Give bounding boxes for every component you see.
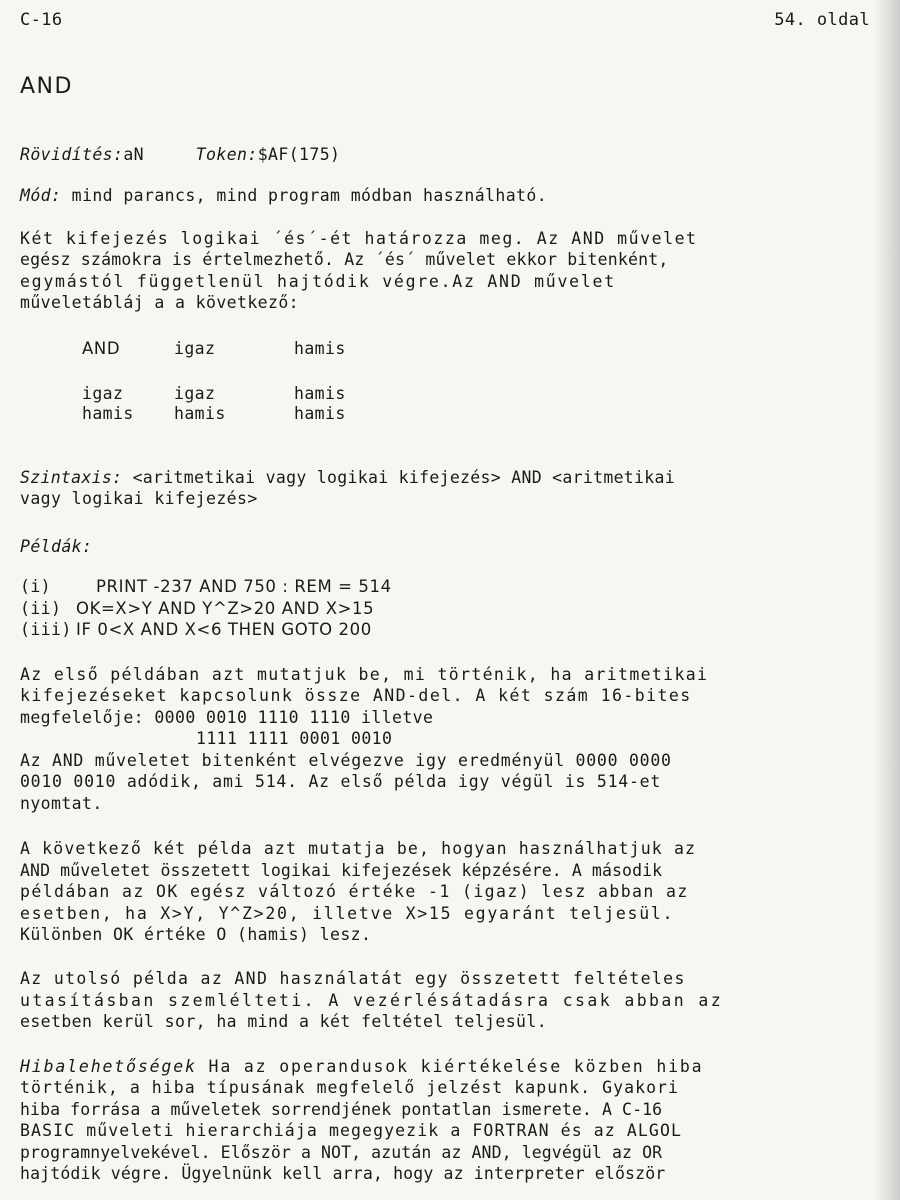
header-page-number: 54. oldal <box>774 10 870 30</box>
example-number: (ii) <box>20 599 62 618</box>
abbrev-value: aN <box>123 145 145 164</box>
syntax-line-2: vagy logikai kifejezés> <box>20 489 258 508</box>
errors-text: Ha az operandusok kiértékelése közben hiba <box>196 1057 704 1076</box>
intro-line: egymástól függetlenül hajtódik végre.Az AND művelet <box>20 272 616 291</box>
para1-line: 1111 1111 0001 0010 <box>196 729 393 748</box>
intro-line: Két kifejezés logikai ´és´-ét határozza meg. Az AND művelet <box>20 229 698 248</box>
truth-table-cell: igaz <box>174 384 216 403</box>
meta-line <box>20 145 340 164</box>
para1-line: megfelelője: 0000 0010 1110 1110 illetve <box>20 708 434 727</box>
para2-line: esetben, ha X>Y, Y^Z>20, illetve X>15 egyaránt teljesül. <box>20 904 675 923</box>
token-label: Token: <box>195 145 258 164</box>
example-number: (i) <box>20 577 52 596</box>
errors-line: történik, a hiba típusának megfelelő jelzést kapunk. Gyakori <box>20 1078 680 1097</box>
truth-table-cell: hamis <box>174 404 226 423</box>
errors-line: programnyelvekével. Először a NOT, azután az AND, legvégül az OR <box>20 1143 663 1162</box>
example-code: IF 0<X AND X<6 THEN GOTO 200 <box>76 620 372 639</box>
examples-label: Példák: <box>20 537 93 556</box>
errors-line: hiba forrása a műveletek sorrendjének pontatlan ismerete. A C-16 <box>20 1100 663 1119</box>
truth-table-cell: igaz <box>82 384 124 403</box>
truth-table-header: igaz <box>174 339 216 358</box>
errors-line: BASIC műveleti hierarchiája megegyezik a FORTRAN és az ALGOL <box>20 1121 683 1140</box>
para2-line: A következő két példa azt mutatja be, hogyan használhatjuk az <box>20 839 697 858</box>
para2-line: példában az OK egész változó értéke -1 (igaz) lesz abban az <box>20 882 689 901</box>
para2-line: Különben OK értéke O (hamis) lesz. <box>20 925 372 944</box>
syntax-line <box>20 468 675 487</box>
para2-line: AND műveletet összetett logikai kifejezések képzésére. A második <box>20 861 663 880</box>
para1-line: Az AND műveletet bitenként elvégezve igy eredményül 0000 0000 <box>20 751 672 770</box>
para1-line: Az első példában azt mutatjuk be, mi történik, ha aritmetikai <box>20 665 709 684</box>
page-edge-shadow <box>874 0 900 1200</box>
syntax-text: <aritmetikai vagy logikai kifejezés> AND <aritmetikai <box>122 468 675 487</box>
example-code: PRINT -237 AND 750 : REM = 514 <box>96 577 392 596</box>
example-code: OK=X>Y AND Y^Z>20 AND X>15 <box>76 599 375 618</box>
truth-table-header: hamis <box>294 339 346 358</box>
para1-line: nyomtat. <box>20 794 103 813</box>
header-machine: C-16 <box>20 10 63 30</box>
intro-line: műveletábláj a a következő: <box>20 293 300 312</box>
para3-line: esetben kerül sor, ha mind a két feltétel teljesül. <box>20 1012 548 1031</box>
page-title: AND <box>20 74 73 99</box>
errors-first-line <box>20 1057 703 1076</box>
example-number: (iii) <box>20 620 72 639</box>
para1-line: kifejezéseket kapcsolunk össze AND-del. A két szám 16-bites <box>20 686 692 705</box>
truth-table-cell: hamis <box>294 404 346 423</box>
truth-table-cell: hamis <box>82 404 134 423</box>
para3-line: utasításban szemlélteti. A vezérlésátadásra csak abban az <box>20 991 724 1010</box>
errors-line: hajtódik végre. Ügyelnünk kell arra, hogy az interpreter először <box>20 1164 666 1183</box>
mode-line <box>20 186 547 205</box>
errors-label: Hibalehetőségek <box>20 1057 197 1076</box>
mode-text: mind parancs, mind program módban használható. <box>61 186 548 205</box>
para1-line: 0010 0010 adódik, ami 514. Az első példa igy végül is 514-et <box>20 772 662 791</box>
intro-line: egész számokra is értelmezhető. Az ´és´ művelet ekkor bitenként, <box>20 250 669 269</box>
syntax-label: Szintaxis: <box>20 468 123 487</box>
truth-table-cell: hamis <box>294 384 346 403</box>
mode-label: Mód: <box>20 186 62 205</box>
truth-table-corner: AND <box>82 339 121 358</box>
abbrev-label: Rövidítés: <box>20 145 124 164</box>
para3-line: Az utolsó példa az AND használatát egy összetett feltételes <box>20 969 686 988</box>
token-value: $AF(175) <box>257 145 341 164</box>
